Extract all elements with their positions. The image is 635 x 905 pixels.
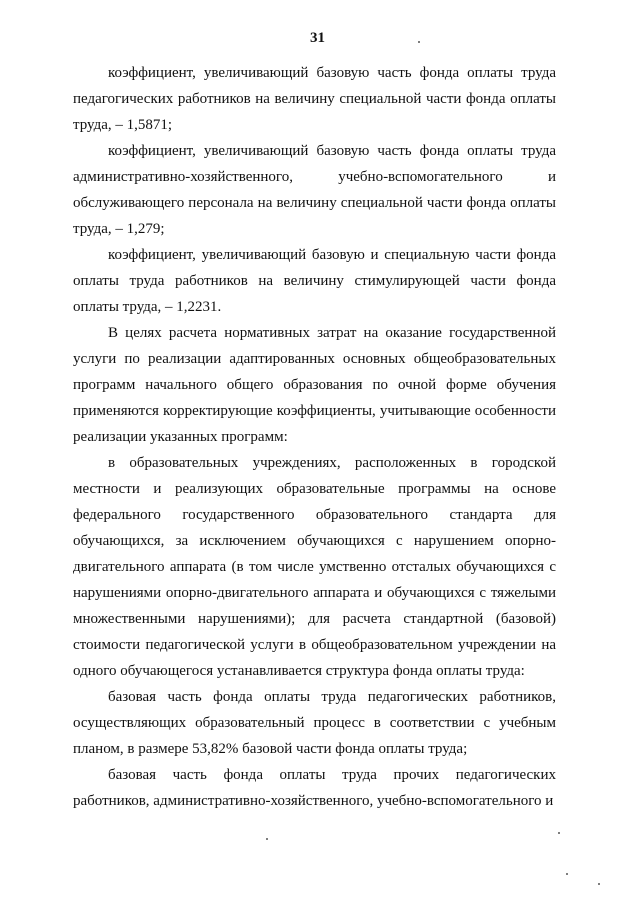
paragraph: в образовательных учреждениях, расположенных в городской местности и реализующих образовательные программы на основе федерального государственного образовательного стандарта для обучающихся, за исключением обучающихся с нарушением опорно-двигательного аппарата (в том числе умственно отсталых обучающихся с нарушениями опорно-двигательного аппарата и обучающихся с тяжелыми множественными нарушениями); для расчета стандартной (базовой) стоимости педагогической услуги в общеобразовательном учреждении на одного обучающегося устанавливается структура фонда оплаты труда: (73, 455, 556, 679)
paragraph: коэффициент, увеличивающий базовую часть фонда оплаты труда административно-хозяйственного, учебно-вспомогательного и обслуживающего персонала на величину специальной части фонда оплаты труда, – 1,279; (73, 143, 556, 237)
scan-speck (418, 41, 420, 43)
scan-speck (566, 873, 568, 875)
paragraph: коэффициент, увеличивающий базовую и специальную части фонда оплаты труда работников на величину стимулирующей части фонда оплаты труда, – 1,2231. (73, 247, 556, 315)
paragraph: базовая часть фонда оплаты труда педагогических работников, осуществляющих образовательный процесс в соответствии с учебным планом, в размере 53,82% базовой части фонда оплаты труда; (73, 689, 556, 757)
scan-speck (266, 838, 268, 840)
scan-speck (598, 883, 600, 885)
scan-speck (558, 832, 560, 834)
paragraph: базовая часть фонда оплаты труда прочих педагогических работников, административно-хозяйственного, учебно-вспомогательного и (73, 767, 556, 809)
paragraph: В целях расчета нормативных затрат на оказание государственной услуги по реализации адаптированных основных общеобразовательных программ начального общего образования по очной форме обучения применяются корректирующие коэффициенты, учитывающие особенности реализации указанных программ: (73, 325, 556, 445)
paragraph: коэффициент, увеличивающий базовую часть фонда оплаты труда педагогических работников на величину специальной части фонда оплаты труда, – 1,5871; (73, 65, 556, 133)
document-body (73, 60, 556, 814)
page-number: 31 (310, 30, 325, 46)
